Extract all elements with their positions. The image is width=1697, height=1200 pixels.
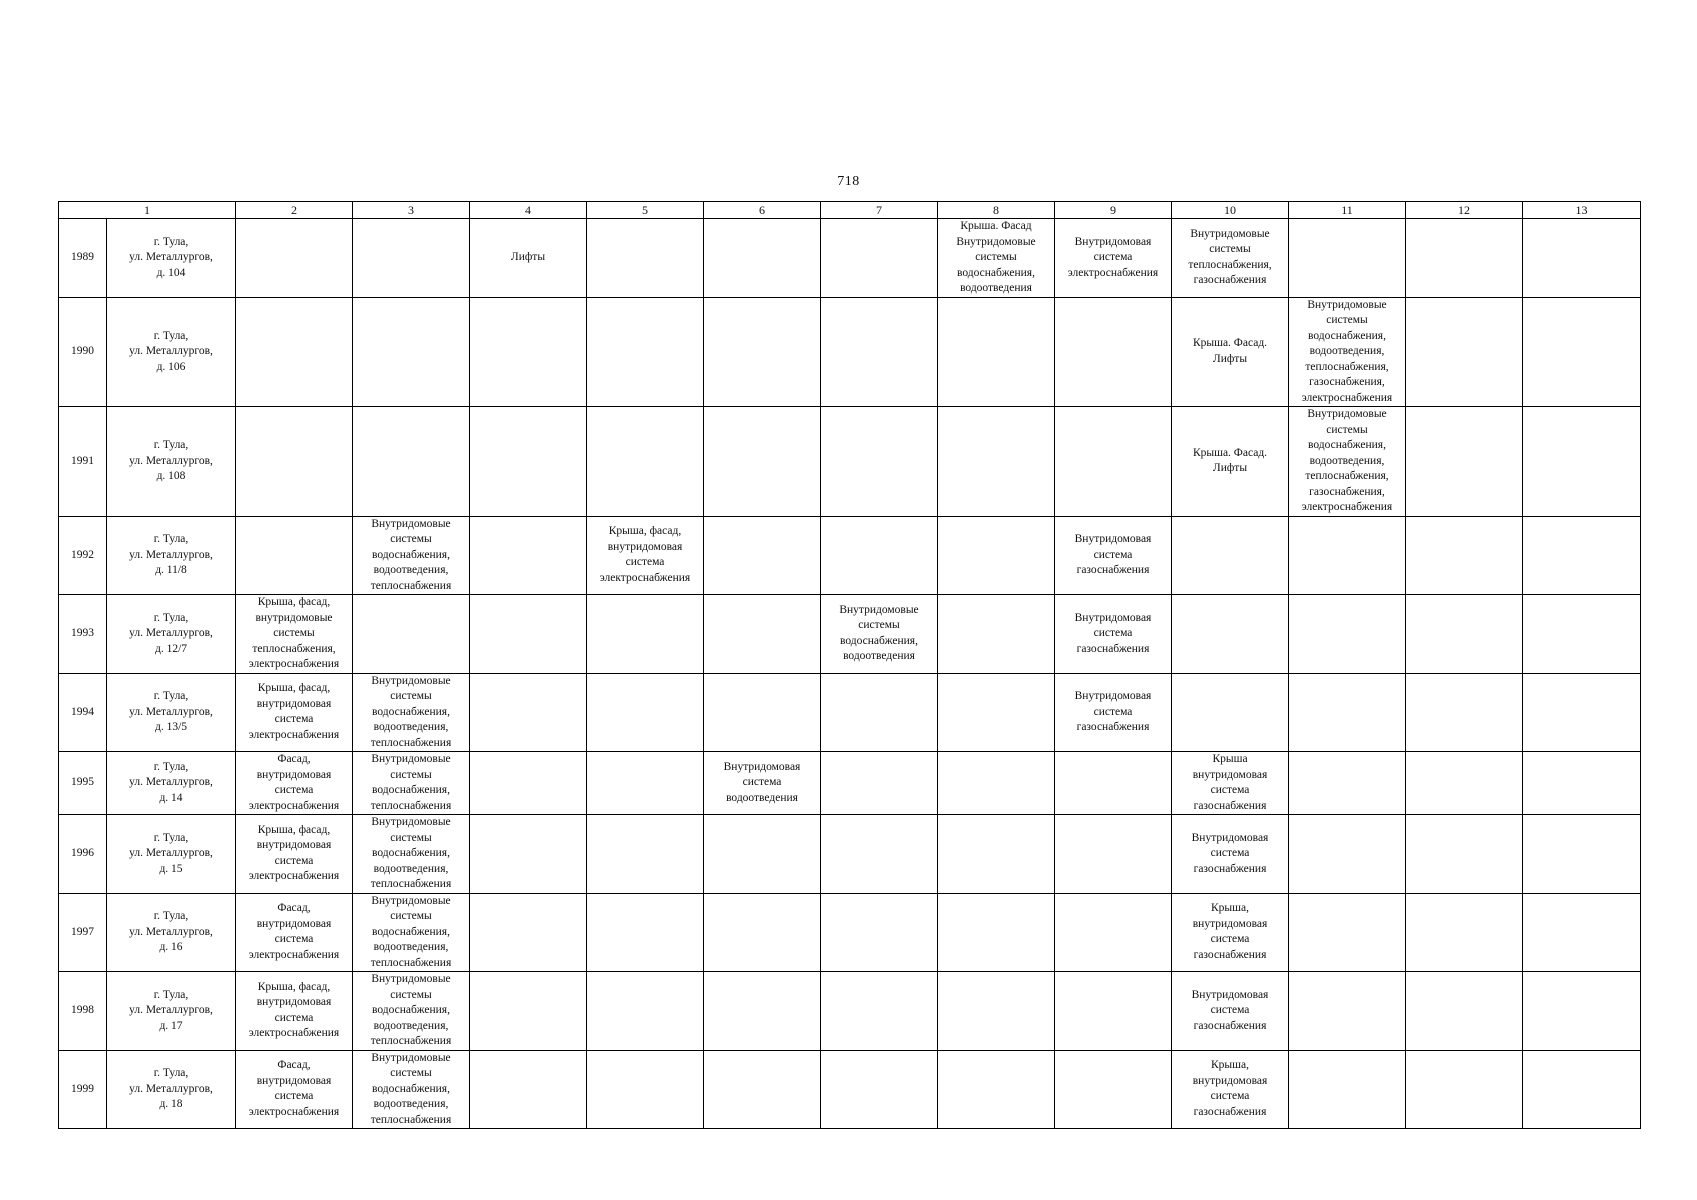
work-cell: [1289, 516, 1406, 595]
address-text: г. Тула, ул. Металлургов, д. 108: [129, 439, 213, 482]
work-cell: [470, 815, 587, 894]
work-text: Крыша, фасад, внутридомовая система электроснабжения: [248, 980, 340, 1040]
work-cell: [236, 673, 353, 752]
work-cell: [821, 752, 938, 815]
work-cell: [1172, 595, 1289, 674]
address-text: г. Тула, ул. Металлургов, д. 14: [129, 760, 213, 804]
work-cell: [587, 516, 704, 595]
row-number-cell: 1991: [59, 407, 107, 517]
work-cell: [704, 297, 821, 407]
work-cell: [1172, 752, 1289, 815]
work-text: Лифты: [510, 251, 546, 263]
column-header: 10: [1172, 202, 1289, 219]
work-cell: [353, 815, 470, 894]
address-text: г. Тула, ул. Металлургов, д. 13/5: [129, 690, 213, 733]
work-cell: [1172, 893, 1289, 972]
address-text: г. Тула, ул. Металлургов, д. 15: [129, 831, 213, 875]
work-cell: [704, 673, 821, 752]
work-cell: [353, 893, 470, 972]
work-cell: [470, 893, 587, 972]
work-text: Крыша. Фасад Внутридомовые системы водоснабжения, водоотведения: [956, 220, 1036, 294]
table-row: [59, 752, 1641, 815]
table-row: [59, 815, 1641, 894]
work-cell: [353, 516, 470, 595]
column-header: 3: [353, 202, 470, 219]
work-cell: [1523, 516, 1641, 595]
row-number-cell: 1998: [59, 972, 107, 1051]
work-cell: [704, 972, 821, 1051]
work-cell: [1055, 407, 1172, 517]
work-text: Внутридомовые системы водоснабжения, теплоснабжения: [370, 753, 452, 812]
work-cell: [704, 516, 821, 595]
work-cell: [1172, 972, 1289, 1051]
work-text: Внутридомовые системы водоснабжения, водоотведения, теплоснабжения: [370, 517, 452, 592]
work-text: Внутридомовые системы водоснабжения, водоотведения, теплоснабжения: [370, 816, 452, 890]
work-cell: [1289, 297, 1406, 407]
work-cell: [1406, 219, 1523, 298]
work-cell: [1523, 297, 1641, 407]
work-cell: [1523, 673, 1641, 752]
work-cell: [470, 407, 587, 517]
work-cell: [821, 595, 938, 674]
row-number-cell: 1999: [59, 1050, 107, 1129]
work-cell: [1172, 219, 1289, 298]
row-number-cell: 1989: [59, 219, 107, 298]
work-cell: [821, 815, 938, 894]
work-cell: [1055, 595, 1172, 674]
row-number-cell: 1997: [59, 893, 107, 972]
work-cell: [1523, 972, 1641, 1051]
work-cell: [470, 297, 587, 407]
work-cell: [1172, 516, 1289, 595]
page-number: 718: [837, 174, 860, 189]
table-row: [59, 893, 1641, 972]
work-text: Внутридомовые системы водоснабжения, водоотведения, теплоснабжения: [370, 894, 452, 969]
work-text: Крыша. Фасад. Лифты: [1192, 446, 1268, 475]
work-cell: [821, 297, 938, 407]
address-text: г. Тула, ул. Металлургов, д. 11/8: [129, 533, 213, 576]
work-cell: [470, 1050, 587, 1129]
row-number-cell: 1993: [59, 595, 107, 674]
work-cell: [1289, 1050, 1406, 1129]
work-cell: [470, 219, 587, 298]
work-text: Внутридомовая система газоснабжения: [1074, 690, 1152, 733]
address-cell: [107, 972, 236, 1051]
work-text: Внутридомовые системы теплоснабжения, газоснабжения: [1188, 227, 1272, 287]
work-text: Внутридомовые системы водоснабжения, водоотведения, теплоснабжения, газоснабжения, электроснабжения: [1301, 408, 1393, 513]
work-cell: [1172, 297, 1289, 407]
work-cell: [938, 815, 1055, 894]
work-cell: [704, 219, 821, 298]
work-cell: [236, 972, 353, 1051]
work-cell: [1289, 407, 1406, 517]
work-cell: [470, 516, 587, 595]
work-cell: [1406, 752, 1523, 815]
work-cell: [1523, 893, 1641, 972]
table-row: [59, 219, 1641, 298]
work-cell: [1289, 219, 1406, 298]
work-cell: [704, 595, 821, 674]
work-cell: [1406, 673, 1523, 752]
work-cell: [704, 815, 821, 894]
row-number-cell: 1996: [59, 815, 107, 894]
work-cell: [353, 673, 470, 752]
work-cell: [1055, 972, 1172, 1051]
work-cell: [1406, 407, 1523, 517]
table-row: [59, 516, 1641, 595]
work-cell: [1406, 516, 1523, 595]
address-cell: [107, 752, 236, 815]
work-cell: [236, 752, 353, 815]
work-cell: [821, 1050, 938, 1129]
work-text: Внутридомовые системы водоснабжения, водоотведения, теплоснабжения: [370, 973, 452, 1047]
address-cell: [107, 893, 236, 972]
work-cell: [938, 595, 1055, 674]
work-cell: [1523, 815, 1641, 894]
work-text: Крыша, фасад, внутридомовые системы теплоснабжения, электроснабжения: [248, 596, 340, 670]
work-cell: [236, 815, 353, 894]
table-row: [59, 595, 1641, 674]
work-cell: [1055, 752, 1172, 815]
column-header: 4: [470, 202, 587, 219]
work-text: Внутридомовые системы водоснабжения, водоотведения, теплоснабжения: [370, 674, 452, 749]
work-text: Фасад, внутридомовая система электроснабжения: [248, 1059, 340, 1118]
work-text: Внутридомовая система газоснабжения: [1074, 611, 1152, 655]
column-header: 11: [1289, 202, 1406, 219]
row-number-cell: 1995: [59, 752, 107, 815]
column-header: 12: [1406, 202, 1523, 219]
repair-schedule-table: [58, 201, 1641, 1129]
table-row: [59, 972, 1641, 1051]
work-cell: [821, 673, 938, 752]
work-cell: [1289, 815, 1406, 894]
address-text: г. Тула, ул. Металлургов, д. 17: [129, 988, 213, 1032]
column-header: 7: [821, 202, 938, 219]
work-cell: [1289, 893, 1406, 972]
work-cell: [704, 407, 821, 517]
work-cell: [1172, 815, 1289, 894]
work-cell: [938, 297, 1055, 407]
work-text: Внутридомовая система водоотведения: [723, 760, 801, 804]
work-text: Крыша, фасад, внутридомовая система электроснабжения: [248, 823, 340, 883]
work-cell: [938, 219, 1055, 298]
work-cell: [938, 673, 1055, 752]
work-cell: [236, 407, 353, 517]
work-cell: [587, 673, 704, 752]
work-text: Крыша внутридомовая система газоснабжения: [1192, 753, 1268, 812]
work-cell: [353, 407, 470, 517]
work-cell: [470, 673, 587, 752]
work-cell: [587, 972, 704, 1051]
work-cell: [704, 1050, 821, 1129]
work-text: Фасад, внутридомовая система электроснабжения: [248, 753, 340, 812]
work-cell: [1172, 407, 1289, 517]
work-cell: [587, 893, 704, 972]
work-cell: [1172, 1050, 1289, 1129]
work-cell: [353, 1050, 470, 1129]
work-cell: [1406, 595, 1523, 674]
work-cell: [704, 752, 821, 815]
address-text: г. Тула, ул. Металлургов, д. 104: [129, 235, 213, 279]
work-cell: [1289, 972, 1406, 1051]
column-header: 13: [1523, 202, 1641, 219]
address-cell: [107, 673, 236, 752]
work-text: Внутридомовая система газоснабжения: [1074, 533, 1152, 576]
work-cell: [821, 893, 938, 972]
work-text: Фасад, внутридомовая система электроснабжения: [248, 902, 340, 961]
work-cell: [236, 516, 353, 595]
work-text: Внутридомовая система газоснабжения: [1191, 988, 1269, 1032]
work-cell: [938, 972, 1055, 1051]
work-cell: [1055, 516, 1172, 595]
work-cell: [821, 972, 938, 1051]
column-number-row: [59, 202, 1641, 219]
work-text: Внутридомовые системы водоснабжения, водоотведения, теплоснабжения, газоснабжения, электроснабжения: [1301, 298, 1393, 404]
address-cell: [107, 297, 236, 407]
address-cell: [107, 219, 236, 298]
column-header: 5: [587, 202, 704, 219]
work-text: Крыша, внутридомовая система газоснабжения: [1192, 902, 1268, 961]
table-row: [59, 407, 1641, 517]
address-cell: [107, 407, 236, 517]
column-header: 1: [59, 202, 236, 219]
column-header: 9: [1055, 202, 1172, 219]
work-text: Крыша. Фасад. Лифты: [1192, 337, 1268, 365]
work-cell: [353, 972, 470, 1051]
work-cell: [1406, 893, 1523, 972]
work-cell: [1406, 297, 1523, 407]
work-cell: [938, 752, 1055, 815]
work-cell: [1055, 297, 1172, 407]
work-cell: [587, 297, 704, 407]
row-number-cell: 1992: [59, 516, 107, 595]
work-cell: [587, 407, 704, 517]
column-header: 2: [236, 202, 353, 219]
work-cell: [1523, 219, 1641, 298]
work-cell: [587, 815, 704, 894]
work-text: Внутридомовая система газоснабжения: [1191, 831, 1269, 875]
work-cell: [1289, 673, 1406, 752]
work-text: Крыша, фасад, внутридомовая система электроснабжения: [599, 525, 691, 584]
work-cell: [587, 219, 704, 298]
address-cell: [107, 1050, 236, 1129]
work-text: Внутридомовые системы водоснабжения, водоотведения, теплоснабжения: [370, 1051, 452, 1126]
work-cell: [236, 595, 353, 674]
work-cell: [1055, 219, 1172, 298]
work-cell: [821, 219, 938, 298]
work-cell: [1523, 407, 1641, 517]
work-cell: [1055, 673, 1172, 752]
work-cell: [587, 1050, 704, 1129]
work-cell: [938, 893, 1055, 972]
address-text: г. Тула, ул. Металлургов, д. 12/7: [129, 611, 213, 655]
address-text: г. Тула, ул. Металлургов, д. 18: [129, 1067, 213, 1110]
work-cell: [1289, 752, 1406, 815]
work-cell: [1523, 752, 1641, 815]
work-cell: [938, 516, 1055, 595]
work-cell: [236, 219, 353, 298]
work-cell: [704, 893, 821, 972]
work-text: Крыша, внутридомовая система газоснабжения: [1192, 1059, 1268, 1118]
address-cell: [107, 516, 236, 595]
table-row: [59, 297, 1641, 407]
work-cell: [353, 297, 470, 407]
work-cell: [1523, 1050, 1641, 1129]
work-cell: [1406, 1050, 1523, 1129]
work-cell: [1523, 595, 1641, 674]
work-cell: [587, 752, 704, 815]
work-text: Внутридомовая система электроснабжения: [1067, 235, 1159, 279]
address-text: г. Тула, ул. Металлургов, д. 16: [129, 910, 213, 953]
work-text: Крыша, фасад, внутридомовая система электроснабжения: [248, 682, 340, 741]
work-cell: [1172, 673, 1289, 752]
address-cell: [107, 595, 236, 674]
work-cell: [1289, 595, 1406, 674]
work-cell: [1055, 815, 1172, 894]
work-cell: [1406, 815, 1523, 894]
address-cell: [107, 815, 236, 894]
column-header: 6: [704, 202, 821, 219]
address-text: г. Тула, ул. Металлургов, д. 106: [129, 329, 213, 373]
work-cell: [821, 407, 938, 517]
work-cell: [1055, 893, 1172, 972]
work-cell: [353, 595, 470, 674]
work-cell: [821, 516, 938, 595]
table-row: [59, 1050, 1641, 1129]
work-cell: [236, 1050, 353, 1129]
work-cell: [1406, 972, 1523, 1051]
work-cell: [938, 407, 1055, 517]
row-number-cell: 1990: [59, 297, 107, 407]
work-cell: [938, 1050, 1055, 1129]
work-cell: [353, 219, 470, 298]
work-cell: [1055, 1050, 1172, 1129]
work-cell: [236, 297, 353, 407]
table-row: [59, 673, 1641, 752]
work-cell: [353, 752, 470, 815]
work-cell: [587, 595, 704, 674]
work-cell: [470, 595, 587, 674]
table-body: [59, 219, 1641, 1129]
column-header: 8: [938, 202, 1055, 219]
work-cell: [470, 972, 587, 1051]
row-number-cell: 1994: [59, 673, 107, 752]
work-text: Внутридомовые системы водоснабжения, водоотведения: [839, 603, 919, 663]
work-cell: [470, 752, 587, 815]
work-cell: [236, 893, 353, 972]
